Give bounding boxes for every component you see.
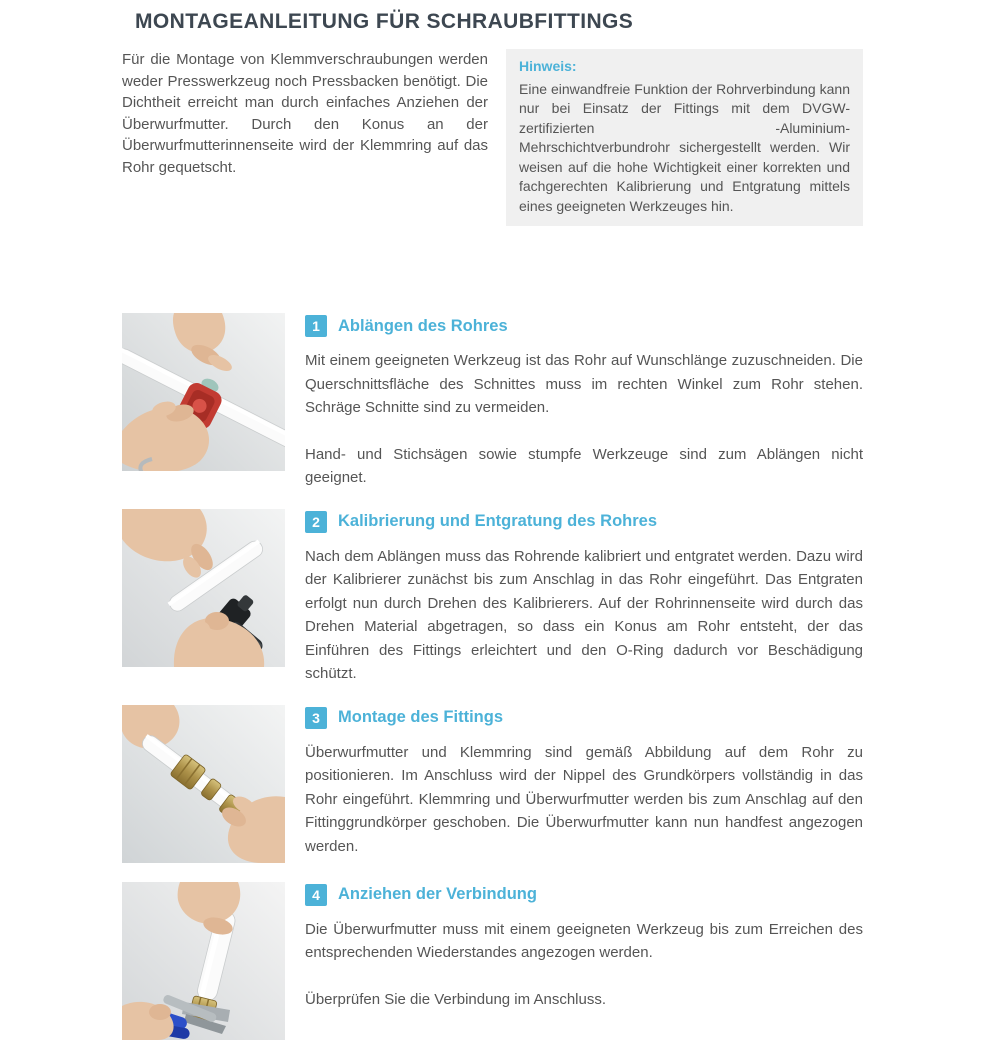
step-4 — [122, 882, 863, 1040]
step-2-title: Kalibrierung und Entgratung des Rohres — [338, 512, 658, 530]
step-3-paragraph-1: Überwurfmutter und Klemmring sind gemäß Abbildung auf dem Rohr zu positionieren. Im Anschluss wird der Nippel des Grundkörpers vollständig in das Rohr eingeführt. Klemmring und Überwurfmutter werden bis zum Anschlag auf den Fittinggrundkörper geschoben. Die Überwurfmutter kann nun handfest angezogen werden. — [305, 743, 863, 855]
intro-section — [122, 49, 863, 226]
step-1-paragraph-2: Hand- und Stichsägen sowie stumpfe Werkzeuge sind zum Ablängen nicht geeignet. — [305, 445, 863, 486]
note-text: Eine einwandfreie Funktion der Rohrverbindung kann nur bei Einsatz der Fittings mit dem DVGW-zertifizierten -Aluminium-Mehrschichtverbundrohr sichergestellt werden. Wir weisen auf die hohe Wichtigkeit einer korrekten und fachgerechten Kalibrierung und Entgratung mittels eines geeigneten Werkzeuges hin. — [519, 80, 850, 214]
step-2 — [122, 509, 863, 686]
step-3-header — [305, 707, 863, 729]
step-4-number-badge: 4 — [305, 884, 327, 906]
intro-paragraph: Für die Montage von Klemmverschraubungen werden weder Presswerkzeug noch Pressbacken benötigt. Die Dichtheit erreicht man durch einfaches Anziehen der Überwurfmutter. Durch den Konus an der Überwurfmutterinnenseite wird der Klemmring auf das Rohr gequetscht. — [122, 51, 488, 176]
step-4-text — [305, 918, 863, 1012]
step-2-photo-calibrating — [122, 509, 285, 667]
step-1-paragraph-1: Mit einem geeigneten Werkzeug ist das Rohr auf Wunschlänge zuzuschneiden. Die Querschnittsfläche des Schnittes muss im rechten Winkel zum Rohr stehen. Schräge Schnitte sind zu vermeiden. — [305, 352, 863, 416]
step-4-header — [305, 884, 863, 906]
step-1-number-badge: 1 — [305, 315, 327, 337]
step-2-body — [305, 509, 863, 686]
step-2-text — [305, 545, 863, 686]
step-1-body — [305, 313, 863, 490]
step-3-title: Montage des Fittings — [338, 708, 503, 726]
step-3-number-badge: 3 — [305, 707, 327, 729]
step-2-number-badge: 2 — [305, 511, 327, 533]
step-1-title: Ablängen des Rohres — [338, 316, 508, 335]
step-1-text — [305, 349, 863, 490]
step-4-body — [305, 882, 863, 1040]
step-3 — [122, 705, 863, 863]
page-title: MONTAGEANLEITUNG FÜR SCHRAUBFITTINGS — [135, 10, 634, 33]
step-3-photo-fitting-assembly — [122, 705, 285, 863]
step-4-paragraph-1: Die Überwurfmutter muss mit einem geeigneten Werkzeug bis zum Erreichen des entsprechenden Wiederstandes angezogen werden. — [305, 920, 863, 961]
step-2-header — [305, 511, 863, 533]
step-4-paragraph-2: Überprüfen Sie die Verbindung im Anschluss. — [305, 990, 607, 1008]
step-2-paragraph-1: Nach dem Ablängen muss das Rohrende kalibriert und entgratet werden. Dazu wird der Kalibrierer zunächst bis zum Anschlag in das Rohr eingeführt. Das Entgraten erfolgt nun durch Drehen des Kalibrierers. Auf der Rohrinnenseite wird durch das Drehen Material abgetragen, so dass ein Konus am Rohr entsteht, der das Einführen des Fittings erleichtert und den O-Ring dadurch vor Beschädigung schützt. — [305, 547, 863, 682]
document-content — [122, 49, 863, 1040]
step-4-title: Anziehen der Verbindung — [338, 885, 537, 903]
step-1 — [122, 313, 863, 490]
step-3-body — [305, 705, 863, 863]
steps-list — [122, 313, 863, 1040]
step-4-photo-tightening — [122, 882, 285, 1040]
step-1-photo-pipe-cutting — [122, 313, 285, 471]
step-3-text — [305, 741, 863, 859]
step-1-header — [305, 315, 863, 337]
note-label: Hinweis: — [519, 58, 577, 74]
note-box — [506, 49, 863, 226]
